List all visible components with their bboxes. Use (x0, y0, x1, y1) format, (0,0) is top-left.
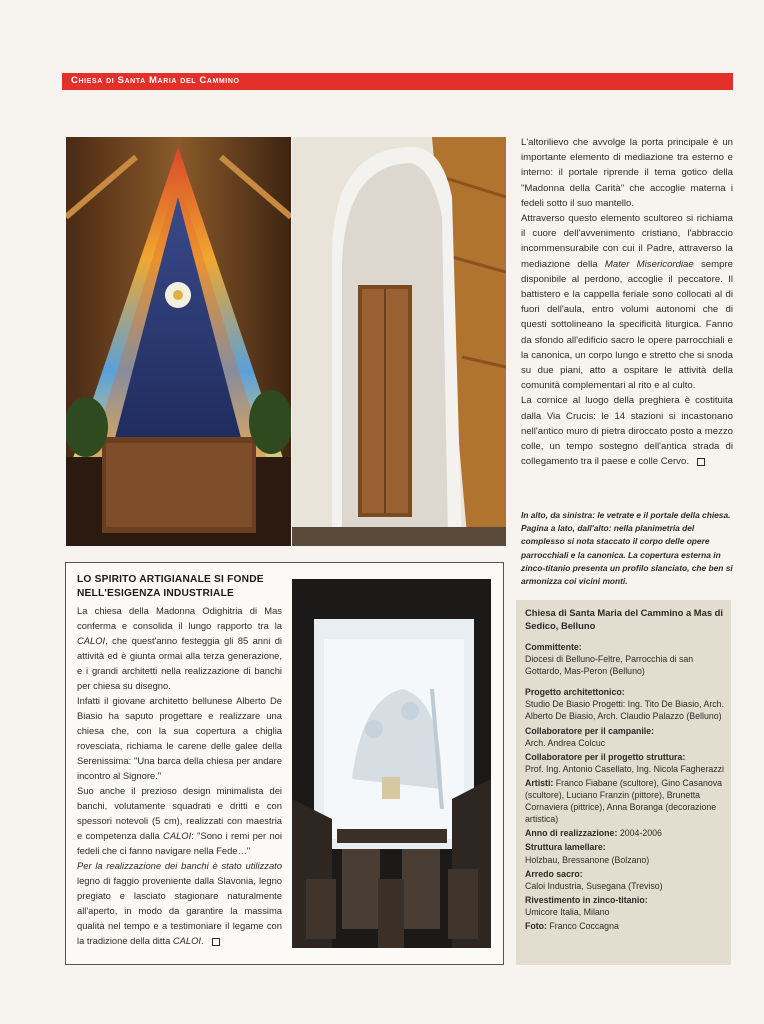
portal-relief-photo (292, 137, 506, 546)
info-struttura: Collaboratore per il progetto struttura: Prof. Ing. Antonio Casellato, Ing. Nicola Fagherazzi (525, 751, 725, 774)
chapel-pews-photo (292, 579, 491, 948)
photo-caption: In alto, da sinistra: le vetrate e il portale della chiesa. Pagina a lato, dall'alto: nella planimetria del complesso si nota staccato il corpo delle opere parrocchiali e la canonica. La copertura esterna in zinco-titanio presenta un profilo slanciato, che ben si armonizza coi vicini monti. (521, 510, 733, 587)
article-heading: LO SPIRITO ARTIGIANALE SI FONDE NELL'ESIGENZA INDUSTRIALE (77, 574, 264, 599)
article-paragraph: Infatti il giovane architetto bellunese Alberto De Biasio ha saputo progettare e realizzare una chiesa che, con la sua copertura a chiglia rovesciata, richiama le carene delle galee della Serenissima: "Una barca della chiesa per andare incontro al Signore." (77, 695, 282, 781)
info-campanile: Collaboratore per il campanile: Arch. Andrea Colcuc (525, 725, 655, 748)
project-info-box (516, 600, 731, 965)
info-arredo: Arredo sacro: Caloi Industria, Susegana (Treviso) (525, 868, 663, 891)
info-foto: Foto: Franco Coccagna (525, 920, 619, 931)
intro-paragraph: Attraverso questo elemento scultoreo si richiama il cuore dell'avvenimento cristiano, l'abbraccio incommensurabile con cui il Padre, attraverso la mediazione della Mater Misericordiae sempre disponibile al perdono, accoglie il peccatore. Il battistero e la cappella feriale sono collocati al di fuori dell'aula, entro volumi autonomi che di questi sottolineano la specificità liturgica. Fanno da sfondo all'edificio sacro le opere parrocchiali e la canonica, un corpo lungo e stretto che si snoda su due piani, atto a ospitare le attività della comunità complementari al rito e al culto. (521, 213, 733, 392)
info-rivestimento: Rivestimento in zinco-titanio: Umicore Italia, Milano (525, 894, 648, 917)
intro-paragraph: La cornice al luogo della preghiera è costituita dalla Via Crucis: le 14 stazioni si incastonano nell'antico muro di pietra diroccato posto a mezzo colle, un tempo sostegno dell'antica strada di collegamento tra il paese e colle Cervo. (521, 395, 733, 468)
info-artisti: Artisti: Franco Fiabane (scultore), Gino Casanova (scultore), Luciano Franzin (pittore), Brunetta Cornaviera (pittrice), Anna Boranga (decorazione artistica) (525, 777, 723, 825)
article-paragraph: Per la realizzazione dei banchi è stato utilizzato legno di faggio proveniente dalla Slavonia, legno pregiato e lasciato stagionare naturalmente all'aperto, in modo da garantire la massima qualità nel tempo e a testimoniare il legame con la tradizione della ditta CALOI. (77, 860, 282, 946)
info-progetto: Progetto architettonico: Studio De Biasio Progetti: Ing. Tito De Biasio, Arch. Alberto De Biasio, Arch. Claudio Palazzo (Belluno) (525, 687, 725, 722)
intro-paragraph: L'altorilievo che avvolge la porta principale è un importante elemento di mediazione tra esterno e interno: il portale riprende il tema gotico della "Madonna della Carità" che accoglie materna i fedeli sotto il suo mantello. (521, 137, 733, 209)
article-paragraph: Suo anche il prezioso design minimalista dei banchi, volutamente squadrati e dritti e con spessori notevoli (5 cm), realizzati con maestria e competenza dalla CALOI: "Sono i remi per noi fedeli che ci fanno navigare nella Fede…" (77, 785, 282, 856)
info-anno: Anno di realizzazione: 2004-2006 (525, 828, 662, 839)
article-text (77, 603, 282, 948)
article-paragraph: La chiesa della Madonna Odighitria di Mas conferma e consolida il lungo rapporto tra la CALOI, che quest'anno festeggia gli 85 anni di attività ed è giunta ormai alla terza generazione, e i grandi architetti nella realizzazione di banchi per chiesa su disegno. (77, 605, 282, 691)
project-info (525, 606, 725, 934)
info-committente: Committente: Diocesi di Belluno-Feltre, Parrocchia di san Gottardo, Mas-Peron (Belluno) (525, 642, 694, 677)
intro-text (521, 135, 733, 469)
section-title: Chiesa di Santa Maria del Cammino (71, 75, 240, 86)
info-title: Chiesa di Santa Maria del Cammino a Mas di Sedico, Belluno (525, 607, 723, 631)
stained-glass-window-photo (66, 137, 291, 546)
end-of-article-mark (212, 938, 220, 946)
info-lamellare: Struttura lamellare: Holzbau, Bressanone (Bolzano) (525, 842, 650, 865)
end-of-article-mark (697, 458, 705, 466)
section-header-bar (62, 73, 733, 90)
